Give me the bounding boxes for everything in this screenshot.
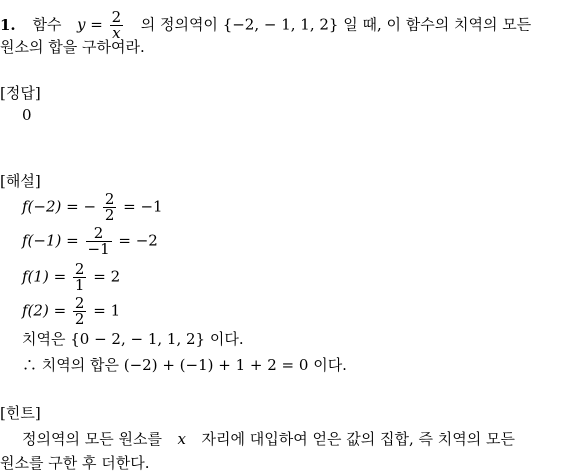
- fraction-numerator: 2: [74, 294, 85, 312]
- question-line-2: 원소의 합을 구하여라.: [0, 38, 145, 56]
- fraction-numerator: 2: [74, 260, 85, 278]
- solution-heading: [해설]: [0, 172, 41, 190]
- hint-variable: x: [177, 430, 186, 448]
- question-line-1: [0, 10, 531, 41]
- hint-text-suffix: 자리에 대입하여 얻은 값의 집합, 즉 치역의 모든: [201, 430, 516, 448]
- question-text-prefix: 함수: [32, 15, 62, 34]
- row-lhs: f(2) =: [22, 301, 67, 320]
- fraction-denominator: 2: [104, 206, 115, 224]
- row-fraction: [73, 262, 87, 293]
- hint-line-1: [22, 430, 515, 448]
- fraction-denominator: −1: [87, 240, 110, 258]
- hint-text-prefix: 정의역의 모든 원소를: [22, 430, 162, 448]
- row-fraction: [86, 226, 112, 257]
- range-statement: 치역은 {0 − 2, − 1, 1, 2} 이다.: [22, 330, 244, 348]
- fraction-denominator: x: [110, 25, 124, 41]
- fraction-numerator: 2: [111, 8, 122, 26]
- hint-line-2: 원소를 구한 후 더한다.: [0, 454, 150, 472]
- row-rhs: = 1: [93, 301, 121, 320]
- solution-row: [22, 192, 163, 223]
- solution-row: [22, 226, 158, 257]
- answer-heading: [정답]: [0, 84, 41, 102]
- row-rhs: = 2: [93, 267, 121, 286]
- row-rhs: = −1: [123, 197, 163, 216]
- question-text-suffix: 의 정의역이 {−2, − 1, 1, 2} 일 때, 이 함수의 치역의 모든: [140, 15, 532, 34]
- fraction-numerator: 2: [93, 224, 104, 242]
- fraction-denominator: 2: [74, 310, 85, 328]
- solution-row: [22, 296, 120, 327]
- hint-heading: [힌트]: [0, 404, 41, 422]
- row-fraction: [103, 192, 117, 223]
- row-fraction: [73, 296, 87, 327]
- question-number: 1.: [0, 15, 16, 34]
- row-lhs: f(−2) = −: [22, 197, 97, 216]
- solution-conclusion: ∴ 치역의 합은 (−2) + (−1) + 1 + 2 = 0 이다.: [22, 356, 347, 374]
- solution-row: [22, 262, 120, 293]
- fraction-denominator: 1: [74, 276, 85, 294]
- row-lhs: f(1) =: [22, 267, 67, 286]
- function-fraction: [110, 10, 124, 41]
- answer-value: 0: [22, 106, 32, 124]
- fraction-numerator: 2: [104, 190, 115, 208]
- function-lhs: y =: [77, 15, 103, 34]
- row-rhs: = −2: [118, 231, 158, 250]
- row-lhs: f(−1) =: [22, 231, 79, 250]
